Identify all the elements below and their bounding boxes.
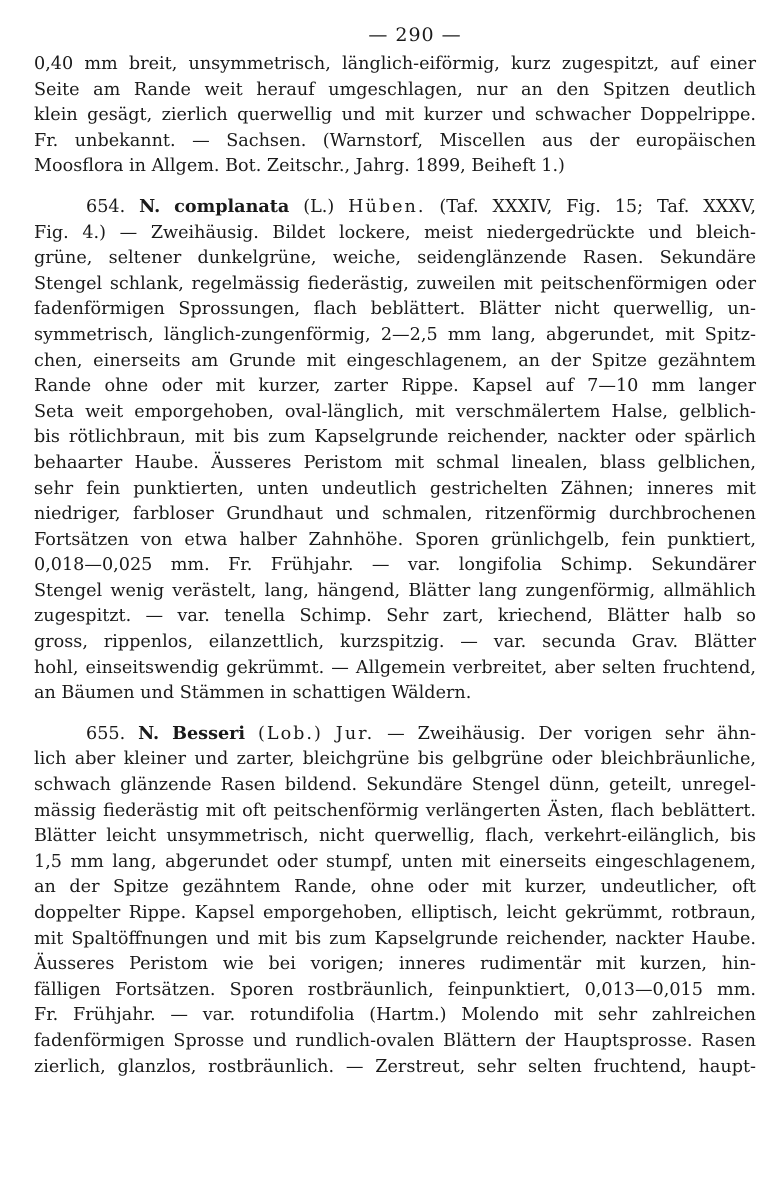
entry-654 <box>34 194 756 707</box>
entry-heading-line <box>34 721 756 748</box>
text-line: chen, einerseits am Grunde mit eingeschlagenem, an der Spitze gezähntem <box>34 350 756 371</box>
genus-abbrev: N. <box>139 195 161 217</box>
text-line: Stengel wenig verästelt, lang, hängend, Blätter lang zungenförmig, allmählich <box>34 580 756 601</box>
text-line: an der Spitze gezähntem Rande, ohne oder mit kurzer, undeutlicher, oft <box>34 877 756 898</box>
text-line: an Bäumen und Stämmen in schattigen Wäldern. <box>34 683 472 704</box>
second-author: Jur. <box>335 723 375 744</box>
text-line: Seite am Rande weit herauf umgeschlagen, nur an den Spitzen deutlich <box>34 79 756 100</box>
authority: (L.) <box>303 196 335 217</box>
text-line: lich aber kleiner und zarter, bleichgrüne bis gelbgrüne oder bleichbräunliche, <box>34 749 756 770</box>
page-number: — 290 — <box>368 24 462 46</box>
entry-655 <box>34 721 756 1080</box>
text-line: niedriger, farbloser Grundhaut und schmalen, ritzenförmig durchbrochenen <box>34 504 756 525</box>
text-line: Rande ohne oder mit kurzer, zarter Rippe. Kapsel auf 7—10 mm langer <box>34 376 756 397</box>
text-line: Fortsätzen von etwa halber Zahnhöhe. Sporen grünlichgelb, fein punktiert, <box>34 529 756 550</box>
genus-abbrev: N. <box>138 722 160 744</box>
text-line: symmetrisch, länglich-zungenförmig, 2—2,5 mm lang, abgerundet, mit Spitz- <box>34 324 756 345</box>
text-line: Blätter leicht unsymmetrisch, nicht querwellig, flach, verkehrt-eilänglich, bis <box>34 826 756 847</box>
text-line: gross, rippenlos, eilanzettlich, kurzspitzig. — var. secunda Grav. Blätter <box>34 632 756 653</box>
text-line: mässig fiederästig mit oft peitschenförmig verlängerten Ästen, flach beblättert. <box>34 800 756 821</box>
text-line: Äusseres Peristom wie bei vorigen; inneres rudimentär mit kurzen, hin- <box>34 954 756 975</box>
text-line: doppelter Rippe. Kapsel emporgehoben, elliptisch, leicht gekrümmt, rotbraun, <box>34 903 756 923</box>
entry-heading-line <box>34 194 756 221</box>
entry-number: 655. <box>86 723 126 744</box>
text-line: sehr fein punktierten, unten undeutlich gestrichelten Zähnen; inneres mit <box>34 478 756 499</box>
text-line: Seta weit emporgehoben, oval-länglich, mit verschmälertem Halse, gelblich- <box>34 401 756 422</box>
authority: (Lob.) <box>258 723 323 744</box>
text-line: Fr. unbekannt. — Sachsen. (Warnstorf, Miscellen aus der europäischen <box>34 130 756 151</box>
text-line: mit Spaltöffnungen und mit bis zum Kapselgrunde reichender, nackter Haube. <box>34 928 756 949</box>
text-line: 0,40 mm breit, unsymmetrisch, länglich-eiförmig, kurz zugespitzt, auf einer <box>34 54 756 74</box>
text-line: 1,5 mm lang, abgerundet oder stumpf, unten mit einerseits eingeschlagenem, <box>34 851 756 872</box>
text-line: bis rötlichbraun, mit bis zum Kapselgrunde reichender, nackter oder spärlich <box>34 427 756 448</box>
text-line: fadenförmigen Sprossungen, flach beblättert. Blätter nicht querwellig, un- <box>34 299 756 320</box>
text-line: Stengel schlank, regelmässig fiederästig, zuweilen mit peitschenförmigen oder <box>34 273 756 294</box>
heading-rest: (Taf. XXXIV, Fig. 15; Taf. XXXV, <box>439 196 757 217</box>
entry-number: 654. <box>86 196 126 217</box>
continued-paragraph <box>34 52 756 180</box>
species-name: complanata <box>174 195 290 217</box>
text-line: Fr. Frühjahr. — var. rotundifolia (Hartm.) Molendo mit sehr zahlreichen <box>34 1005 756 1026</box>
text-line: grüne, seltener dunkelgrüne, weiche, seidenglänzende Rasen. Sekundäre <box>34 248 756 269</box>
text-line: fadenförmigen Sprosse und rundlich-ovalen Blättern der Hauptsprosse. Rasen <box>34 1030 756 1051</box>
text-line: behaarter Haube. Äusseres Peristom mit schmal linealen, blass gelblichen, <box>34 452 756 473</box>
text-line: zugespitzt. — var. tenella Schimp. Sehr zart, kriechend, Blätter halb so <box>34 606 756 627</box>
text-line: fälligen Fortsätzen. Sporen rostbräunlich, feinpunktiert, 0,013—0,015 mm. <box>34 979 756 1000</box>
text-line: 0,018—0,025 mm. Fr. Frühjahr. — var. longifolia Schimp. Sekundärer <box>34 555 756 576</box>
text-line: schwach glänzende Rasen bildend. Sekundäre Stengel dünn, geteilt, unregel- <box>34 775 756 796</box>
text-line: hohl, einseitswendig gekrümmt. — Allgemein verbreitet, aber selten fruchtend, <box>34 657 756 678</box>
second-author: Hüben. <box>348 196 426 217</box>
text-line: zierlich, glanzlos, rostbräunlich. — Zerstreut, sehr selten fruchtend, haupt- <box>34 1056 756 1077</box>
book-page <box>34 18 756 1080</box>
text-line: Fig. 4.) — Zweihäusig. Bildet lockere, meist niedergedrückte und bleich- <box>34 222 756 243</box>
text-line: Moosflora in Allgem. Bot. Zeitschr., Jahrg. 1899, Beiheft 1.) <box>34 156 565 177</box>
text-line: klein gesägt, zierlich querwellig und mit kurzer und schwacher Doppelrippe. <box>34 105 756 126</box>
species-name: Besseri <box>172 722 246 744</box>
heading-rest: — Zweihäusig. Der vorigen sehr ähn- <box>387 723 757 744</box>
